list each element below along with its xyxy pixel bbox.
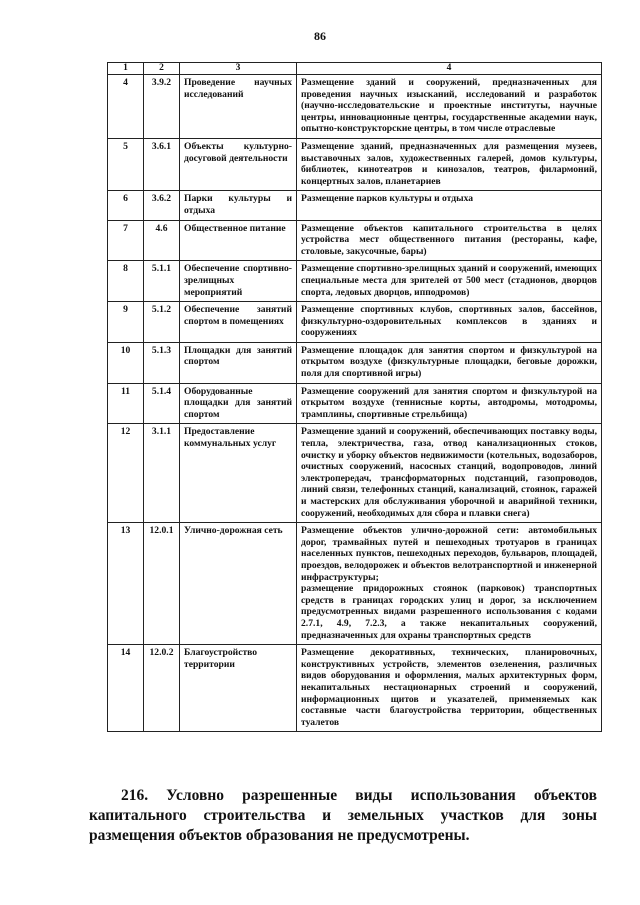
use-description — [297, 261, 602, 302]
use-code: 5.1.1 — [144, 261, 180, 302]
page-number: 86 — [314, 29, 326, 43]
use-description — [297, 383, 602, 424]
table-body — [108, 75, 602, 732]
table-row — [108, 75, 602, 139]
use-name: Благоустройство территории — [180, 645, 297, 732]
table-row — [108, 191, 602, 220]
land-use-table — [107, 62, 602, 732]
row-number: 11 — [108, 383, 144, 424]
use-code: 12.0.1 — [144, 523, 180, 645]
use-description — [297, 220, 602, 261]
header-col-4: 4 — [297, 63, 602, 75]
use-name: Предоставление коммунальных услуг — [180, 424, 297, 523]
final-paragraph: 216. Условно разрешенные виды использования объектов капитального строительства и земельных участков для зоны размещения объектов образования не предусмотрены. — [89, 787, 597, 844]
row-number: 9 — [108, 302, 144, 343]
use-code: 5.1.2 — [144, 302, 180, 343]
use-description — [297, 342, 602, 383]
use-code: 4.6 — [144, 220, 180, 261]
header-col-2: 2 — [144, 63, 180, 75]
description-paragraph: Размещение сооружений для занятия спортом и физкультурой на открытом воздухе (теннисные корты, автодромы, мотодромы, трамплины, спортивные стрельбища) — [301, 385, 597, 420]
use-description — [297, 302, 602, 343]
use-code: 3.6.1 — [144, 138, 180, 190]
use-name: Объекты культурно-досуговой деятельности — [180, 138, 297, 190]
use-description — [297, 138, 602, 190]
table-row — [108, 302, 602, 343]
use-name: Обеспечение занятий спортом в помещениях — [180, 302, 297, 343]
description-paragraph: Размещение парков культуры и отдыха — [301, 193, 474, 205]
description-paragraph: Размещение площадок для занятия спортом и физкультурой на открытом воздухе (физкультурные площадки, беговые дорожки, поля для спортивной игры) — [301, 344, 597, 380]
row-number: 10 — [108, 342, 144, 383]
use-name: Оборудованные площадки для занятий спортом — [180, 383, 297, 424]
description-paragraph: Размещение зданий, предназначенных для размещения музеев, выставочных залов, художественных галерей, домов культуры, библиотек, кинотеатров и кинозалов, театров, филармоний, концертных залов, планетариев — [301, 140, 597, 187]
header-col-1: 1 — [108, 63, 144, 75]
use-name: Улично-дорожная сеть — [180, 523, 297, 645]
description-paragraph: Размещение зданий и сооружений, предназначенных для проведения научных изысканий, исследований и разработок (научно-исследовательские и проектные институты, научные центры, инновационные центры, государственные академии наук, опытно-конструкторские центры, в том числе отраслевые — [301, 77, 597, 135]
row-number: 8 — [108, 261, 144, 302]
table-row — [108, 138, 602, 190]
header-col-3: 3 — [180, 63, 297, 75]
row-number: 6 — [108, 191, 144, 220]
use-code: 5.1.4 — [144, 383, 180, 424]
use-name: Обеспечение спортивно-зрелищных мероприятий — [180, 261, 297, 302]
table-row — [108, 424, 602, 523]
use-description — [297, 424, 602, 523]
use-code: 5.1.3 — [144, 342, 180, 383]
description-paragraph: Размещение спортивных клубов, спортивных залов, бассейнов, физкультурно-оздоровительных комплексов в зданиях и сооружениях — [301, 304, 597, 339]
table-header-row — [108, 63, 602, 75]
use-name: Площадки для занятий спортом — [180, 342, 297, 383]
use-description — [297, 645, 602, 732]
use-code: 3.9.2 — [144, 75, 180, 139]
use-name: Проведение научных исследований — [180, 75, 297, 139]
description-paragraph: Размещение декоративных, технических, планировочных, конструктивных устройств, элементов озеленения, различных видов оборудования и оформления, малых архитектурных форм, некапитальных нестационарных строений и сооружений, информационных щитов и указателей, применяемых как составные части благоустройства территории, общественных туалетов — [301, 647, 597, 728]
table-row — [108, 523, 602, 645]
row-number: 13 — [108, 523, 144, 645]
row-number: 7 — [108, 220, 144, 261]
description-paragraph: Размещение спортивно-зрелищных зданий и сооружений, имеющих специальные места для зрителей от 500 мест (стадионов, дворцов спорта, ледовых дворцов, ипподромов) — [301, 263, 597, 298]
row-number: 14 — [108, 645, 144, 732]
use-description — [297, 523, 602, 645]
table-row — [108, 220, 602, 261]
row-number: 4 — [108, 75, 144, 139]
use-name: Парки культуры и отдыха — [180, 191, 297, 220]
table-row — [108, 645, 602, 732]
use-code: 12.0.2 — [144, 645, 180, 732]
table-row — [108, 261, 602, 302]
description-paragraph: Размещение объектов капитального строительства в целях устройства мест общественного питания (рестораны, кафе, столовые, закусочные, бары) — [301, 222, 597, 257]
row-number: 12 — [108, 424, 144, 523]
description-paragraph: Размещение зданий и сооружений, обеспечивающих поставку воды, тепла, электричества, газа, отвод канализационных стоков, очистку и уборку объектов недвижимости (котельных, водозаборов, очистных сооружений, насосных станций, водопроводов, линий электропередач, трансформаторных подстанций, газопроводов, линий связи, телефонных станций, канализаций, стоянок, гаражей и мастерских для обслуживания уборочной и аварийной техники, сооружений, необходимых для сбора и плавки снега) — [301, 426, 597, 519]
row-number: 5 — [108, 138, 144, 190]
use-description — [297, 75, 602, 139]
description-paragraph: Размещение объектов улично-дорожной сети: автомобильных дорог, трамвайных путей и пешеходных тротуаров в границах населенных пунктов, пешеходных переходов, бульваров, площадей, проездов, велодорожек и объектов велотранспортной и инженерной инфраструктуры; — [301, 525, 597, 583]
table-row — [108, 383, 602, 424]
description-paragraph: размещение придорожных стоянок (парковок) транспортных средств в границах городских улиц и дорог, за исключением предусмотренных видами разрешенного использования с кодами 2.7.1, 4.9, 7.2.3, а также некапитальных сооружений, предназначенных для охраны транспортных средств — [301, 583, 597, 641]
use-code: 3.1.1 — [144, 424, 180, 523]
table-row — [108, 342, 602, 383]
use-name: Общественное питание — [180, 220, 297, 261]
use-description — [297, 191, 602, 220]
use-code: 3.6.2 — [144, 191, 180, 220]
